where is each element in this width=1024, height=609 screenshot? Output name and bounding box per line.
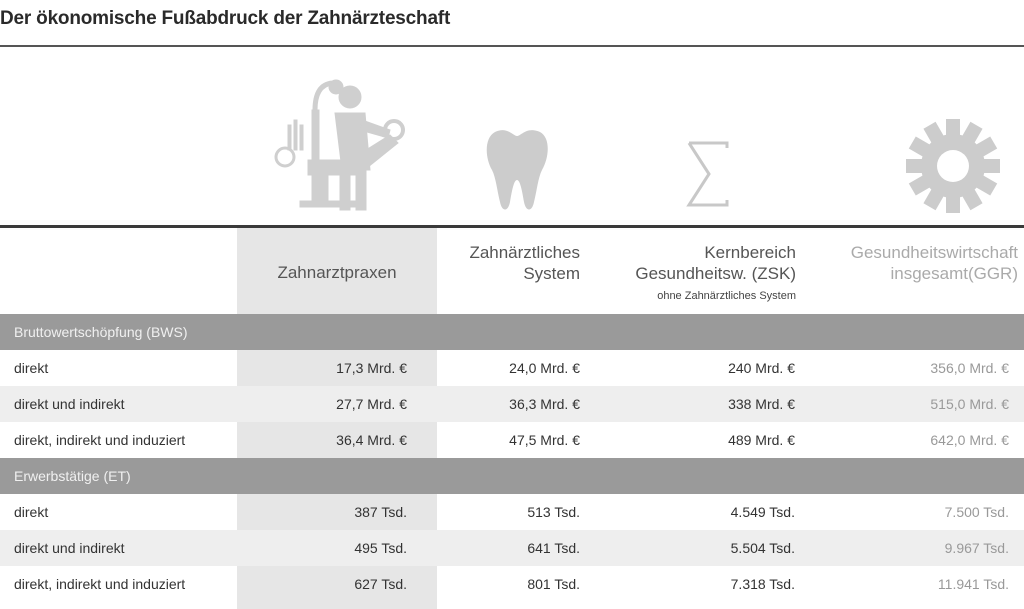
header-zahnaerztliches-system	[437, 242, 580, 284]
header-c4-line1: Gesundheitswirtschaft	[850, 243, 1018, 262]
cell-value: 24,0 Mrd. €	[509, 360, 580, 376]
cell-value: 627 Tsd.	[354, 576, 407, 592]
cell-value: 801 Tsd.	[527, 576, 580, 592]
section-band-bws	[0, 314, 1024, 350]
cell-value: 515,0 Mrd. €	[930, 396, 1009, 412]
table-row	[0, 350, 1024, 386]
cell-value: 5.504 Tsd.	[730, 540, 795, 556]
header-c2-line1: Zahnärztliches	[469, 243, 580, 262]
header-kernbereich	[590, 242, 796, 307]
row-label: direkt und indirekt	[14, 396, 125, 412]
cell-value: 11.941 Tsd.	[937, 576, 1009, 592]
cell-value: 36,4 Mrd. €	[336, 432, 407, 448]
section-band-et	[0, 458, 1024, 494]
cell-value: 240 Mrd. €	[728, 360, 795, 376]
header-c3-line2: Gesundheitsw. (ZSK)	[635, 264, 796, 283]
cell-value: 27,7 Mrd. €	[336, 396, 407, 412]
table-row	[0, 494, 1024, 530]
cell-value: 513 Tsd.	[527, 504, 580, 520]
header-c3-sub: ohne Zahnärztliches System	[657, 290, 796, 302]
table-row	[0, 530, 1024, 566]
row-label: direkt, indirekt und induziert	[14, 432, 186, 448]
header-c2-line2: System	[523, 264, 580, 283]
cell-value: 7.500 Tsd.	[944, 504, 1009, 520]
gear-icon	[905, 118, 1001, 214]
row-label: direkt und indirekt	[14, 540, 125, 556]
sigma-icon	[683, 140, 733, 208]
cell-value: 489 Mrd. €	[728, 432, 795, 448]
tooth-icon	[485, 128, 550, 214]
header-c3-line1: Kernbereich	[704, 243, 796, 262]
header-c4-line2: insgesamt(GGR)	[890, 264, 1018, 283]
row-label: direkt	[14, 360, 49, 376]
header-gesundheitswirtschaft	[815, 242, 1018, 284]
section-label: Bruttowertschöpfung (BWS)	[14, 324, 188, 340]
row-label: direkt	[14, 504, 49, 520]
table-row	[0, 386, 1024, 422]
cell-value: 495 Tsd.	[354, 540, 407, 556]
table-row	[0, 422, 1024, 458]
cell-value: 356,0 Mrd. €	[930, 360, 1009, 376]
cell-value: 387 Tsd.	[354, 504, 407, 520]
cell-value: 4.549 Tsd.	[730, 504, 795, 520]
header-zahnarztpraxen	[237, 262, 437, 283]
cell-value: 642,0 Mrd. €	[930, 432, 1009, 448]
row-label: direkt, indirekt und induziert	[14, 576, 186, 592]
cell-value: 7.318 Tsd.	[730, 576, 795, 592]
cell-value: 47,5 Mrd. €	[509, 432, 580, 448]
section-label: Erwerbstätige (ET)	[14, 468, 131, 484]
cell-value: 9.967 Tsd.	[944, 540, 1009, 556]
page-title: Der ökonomische Fußabdruck der Zahnärzteschaft	[0, 8, 451, 29]
header-divider	[0, 225, 1024, 228]
header-c1-label: Zahnarztpraxen	[277, 263, 397, 282]
top-divider	[0, 45, 1024, 47]
cell-value: 641 Tsd.	[527, 540, 580, 556]
cell-value: 338 Mrd. €	[728, 396, 795, 412]
cell-value: 17,3 Mrd. €	[336, 360, 407, 376]
cell-value: 36,3 Mrd. €	[509, 396, 580, 412]
dentist-chair-icon	[270, 75, 415, 215]
table-row	[0, 566, 1024, 602]
